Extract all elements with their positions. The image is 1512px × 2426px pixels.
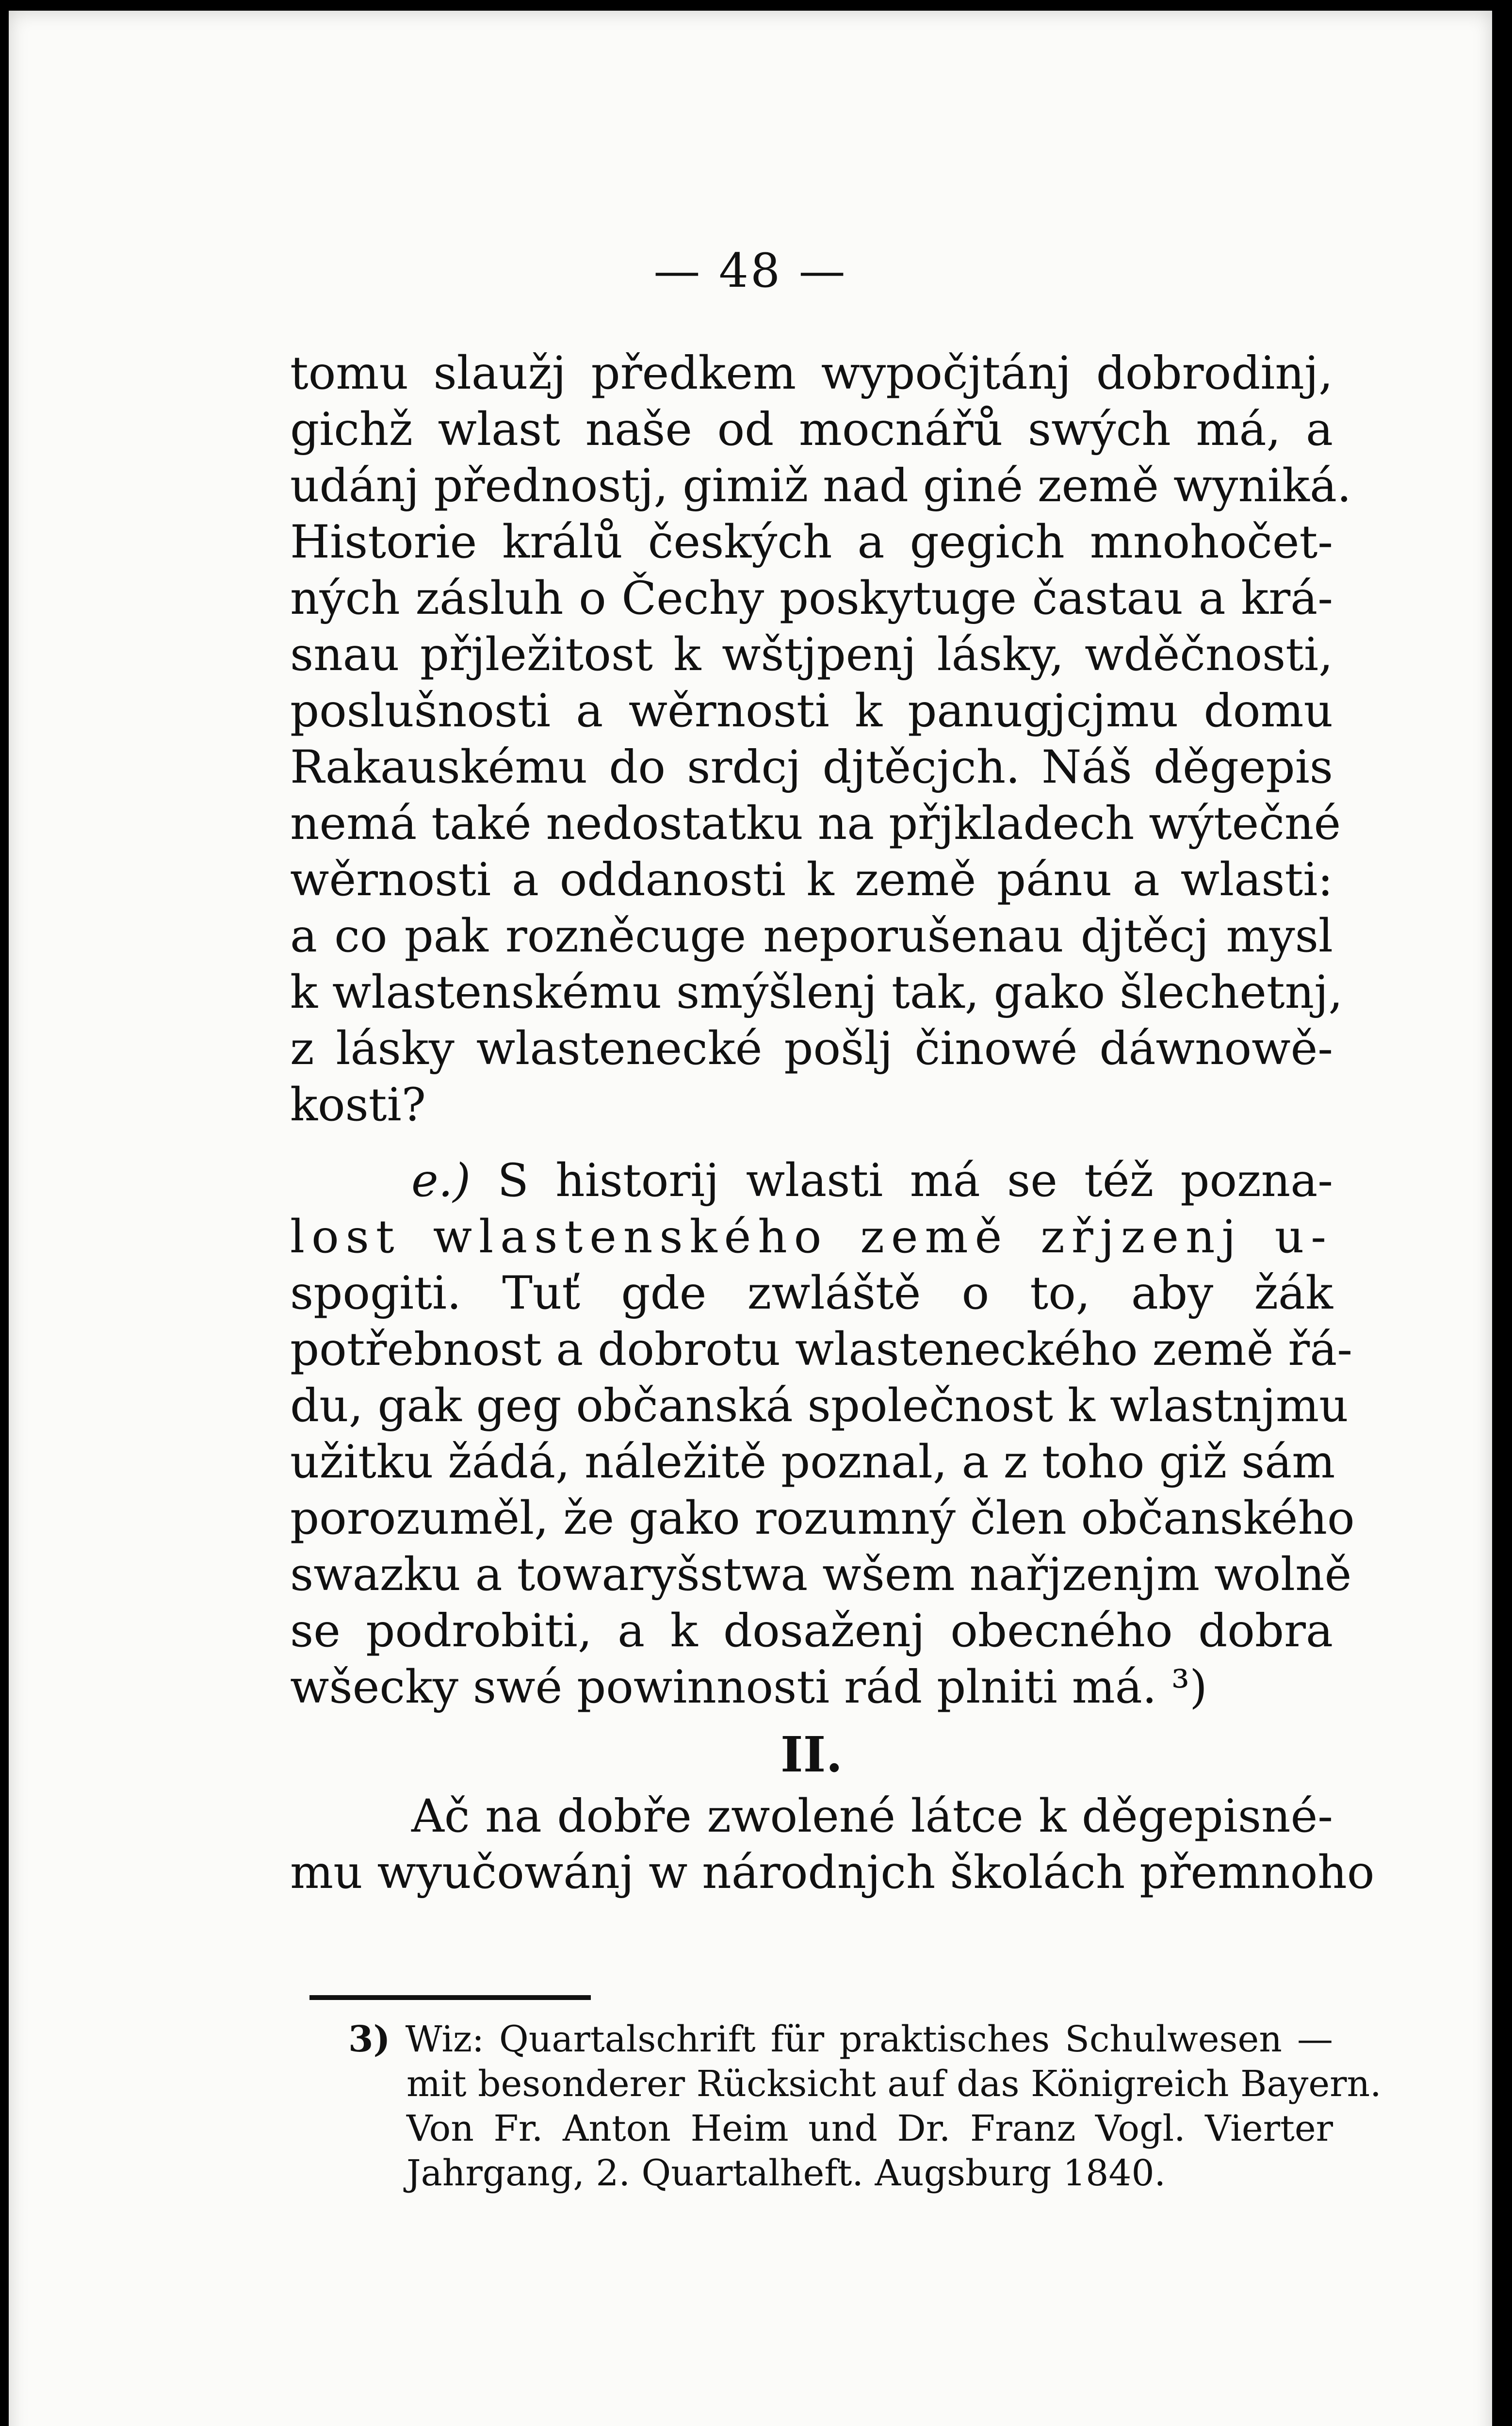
paragraph-gap	[290, 1133, 1333, 1153]
page-number: — 48 —	[653, 244, 847, 298]
text-fragment: S historij wlasti má se též pozna-	[497, 1154, 1333, 1207]
text-line: poslušnosti a wěrnosti k panugjcjmu domu	[290, 685, 1333, 738]
book-page	[9, 11, 1492, 2426]
footnote-line: Von Fr. Anton Heim und Dr. Franz Vogl. Vierter	[406, 2108, 1333, 2149]
text-line	[290, 1153, 1333, 1209]
text-line: mu wyučowánj w národnjch školách přemnoho	[290, 1846, 1375, 1899]
footnote-mark: 3)	[348, 2018, 390, 2060]
footnote-divider	[309, 1995, 591, 2000]
text-line: wěrnosti a oddanosti k země pánu a wlasti:	[290, 853, 1333, 906]
text-line: gichž wlast naše od mocnářů swých má, a	[290, 403, 1333, 456]
text-line: kosti?	[290, 1079, 426, 1131]
text-line: tomu slaužj předkem wypočjtánj dobrodinj,	[290, 347, 1333, 400]
text-line: Historie králů českých a gegich mnohočet-	[290, 516, 1333, 569]
text-line: k wlastenskému smýšlenj tak, gako šlechetnj,	[290, 966, 1343, 1019]
text-line: Ač na dobře zwolené látce k děgepisné-	[411, 1790, 1333, 1843]
text-line: spogiti. Tuť gde zwláště o to, aby žák	[290, 1267, 1333, 1320]
footnote-text: Wiz: Quartalschrift für praktisches Schulwesen —	[405, 2018, 1333, 2060]
text-line: a co pak rozněcuge neporušenau djtěcj mysl	[290, 910, 1333, 963]
text-line: užitku žádá, náležitě poznal, a z toho giž sám	[290, 1436, 1335, 1489]
text-line: Rakauskému do srdcj djtěcjch. Náš děgepis	[290, 741, 1333, 794]
text-line: snau přjležitost k wštjpenj lásky, wděčnosti,	[290, 628, 1333, 681]
text-line: se podrobiti, a k dosaženj obecného dobra	[290, 1605, 1333, 1657]
text-line: lost wlastenského země zřjzenj u-	[290, 1211, 1333, 1263]
footnote-line: Jahrgang, 2. Quartalheft. Augsburg 1840.	[406, 2152, 1166, 2194]
text-line: potřebnost a dobrotu wlasteneckého země řá-	[290, 1323, 1353, 1376]
footnote-line: mit besonderer Rücksicht auf das Königreich Bayern.	[406, 2063, 1382, 2105]
main-text	[290, 345, 1375, 1901]
text-line: du, gak geg občanská společnost k wlastnjmu	[290, 1379, 1349, 1432]
text-line: porozuměl, že gako rozumný člen občanského	[290, 1492, 1355, 1545]
text-line: udánj přednostj, gimiž nad giné země wyniká.	[290, 459, 1351, 512]
footnote-line	[348, 2017, 1333, 2062]
text-line: wšecky swé powinnosti rád plniti má. ³)	[290, 1661, 1207, 1714]
text-line: ných zásluh o Čechy poskytuge častau a krá-	[290, 572, 1333, 625]
text-line: nemá také nedostatku na přjkladech wýtečné	[290, 797, 1341, 850]
footnote	[348, 2017, 1382, 2196]
section-heading: II.	[780, 1726, 843, 1783]
text-line: z lásky wlastenecké pošlj činowé dáwnowě-	[290, 1022, 1333, 1075]
text-line: swazku a towaryšstwa wšem nařjzenjm wolně	[290, 1548, 1352, 1601]
section-label: e.)	[411, 1154, 471, 1207]
